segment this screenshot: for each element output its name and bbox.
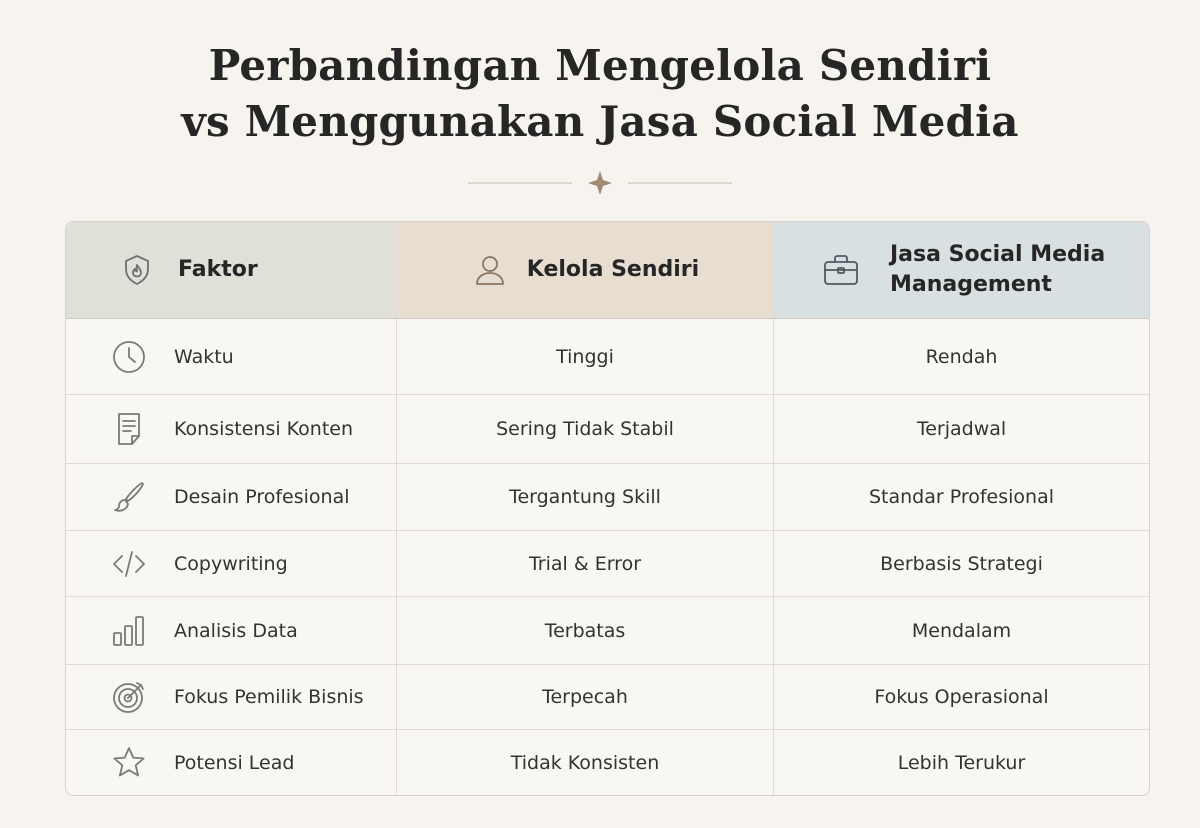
table-row <box>66 531 1149 597</box>
service-value: Standar Profesional <box>868 486 1055 508</box>
self-cell <box>397 531 774 596</box>
service-value: Terjadwal <box>916 418 1007 440</box>
factor-label: Konsistensi Konten <box>174 418 354 440</box>
comparison-table <box>65 221 1150 796</box>
factor-cell <box>66 395 397 463</box>
bar-chart-icon <box>110 612 148 650</box>
user-icon <box>471 251 509 289</box>
factor-cell <box>66 730 397 795</box>
table-row <box>66 395 1149 464</box>
service-value: Berbasis Strategi <box>880 552 1043 575</box>
self-cell <box>397 730 774 795</box>
factor-label: Potensi Lead <box>174 751 295 774</box>
factor-label: Fokus Pemilik Bisnis <box>174 686 364 708</box>
factor-cell <box>66 531 397 596</box>
header-service-label: Jasa Social Media Management <box>890 242 1106 297</box>
self-value: Tidak Konsisten <box>510 751 660 774</box>
header-self-label: Kelola Sendiri <box>526 257 700 282</box>
star-icon <box>110 744 148 782</box>
factor-label: Waktu <box>174 345 234 368</box>
service-cell <box>774 395 1149 463</box>
self-cell <box>397 319 774 394</box>
factor-cell <box>66 597 397 664</box>
document-icon <box>110 410 148 448</box>
self-cell <box>397 665 774 729</box>
factor-cell <box>66 319 397 394</box>
table-row <box>66 730 1149 795</box>
code-icon <box>110 545 148 583</box>
service-cell <box>774 319 1149 394</box>
self-value: Terpecah <box>542 686 628 708</box>
service-cell <box>774 597 1149 664</box>
table-row <box>66 319 1149 395</box>
factor-label: Desain Profesional <box>174 486 350 508</box>
table-header-row <box>66 222 1149 319</box>
service-value: Rendah <box>925 345 998 368</box>
clock-icon <box>110 338 148 376</box>
self-cell <box>397 464 774 530</box>
shield-flame-icon <box>118 251 156 289</box>
service-cell <box>774 531 1149 596</box>
header-self <box>397 222 774 318</box>
title-line-1: Perbandingan Mengelola Sendiri <box>208 41 992 90</box>
service-value: Fokus Operasional <box>874 686 1049 708</box>
self-value: Sering Tidak Stabil <box>496 418 674 440</box>
title-divider <box>0 168 1200 198</box>
table-row <box>66 464 1149 531</box>
service-cell <box>774 730 1149 795</box>
service-value: Lebih Terukur <box>897 751 1026 774</box>
self-cell <box>397 395 774 463</box>
self-value: Tinggi <box>556 345 614 368</box>
brush-icon <box>110 478 148 516</box>
self-value: Tergantung Skill <box>509 486 661 508</box>
self-cell <box>397 597 774 664</box>
header-factor-label: Faktor <box>178 257 258 282</box>
service-value: Mendalam <box>911 619 1012 642</box>
title-line-2: vs Menggunakan Jasa Social Media <box>181 97 1019 146</box>
briefcase-icon <box>822 251 860 289</box>
self-value: Trial & Error <box>528 552 642 575</box>
self-value: Terbatas <box>544 619 626 642</box>
factor-cell <box>66 464 397 530</box>
table-row <box>66 597 1149 665</box>
target-icon <box>110 678 148 716</box>
page-title <box>0 38 1200 150</box>
sparkle-icon <box>588 171 612 195</box>
header-service <box>774 222 1149 318</box>
service-cell <box>774 665 1149 729</box>
header-factor <box>66 222 397 318</box>
factor-label: Analisis Data <box>174 619 298 642</box>
table-row <box>66 665 1149 730</box>
service-cell <box>774 464 1149 530</box>
factor-label: Copywriting <box>174 552 288 575</box>
factor-cell <box>66 665 397 729</box>
